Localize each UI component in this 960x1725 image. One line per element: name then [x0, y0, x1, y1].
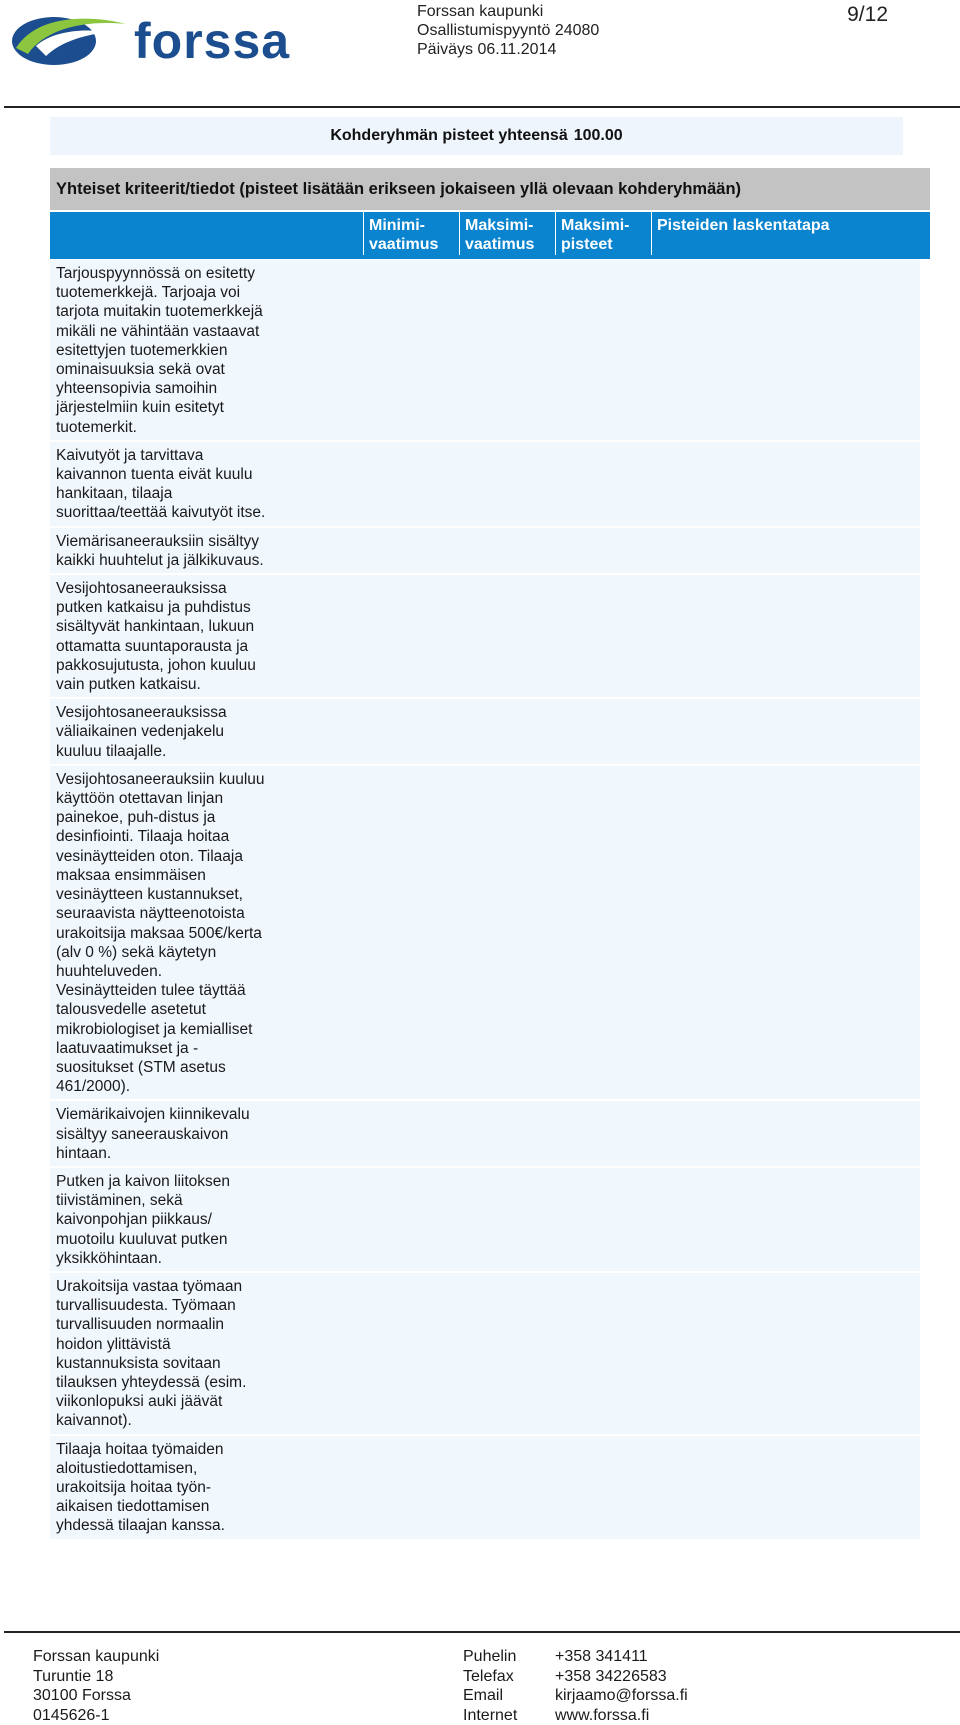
column-header-max-points: Maksimi- pisteet: [555, 212, 651, 255]
footer-address: [33, 1647, 159, 1725]
table-row: [50, 575, 920, 699]
page-number: 9/12: [847, 3, 888, 27]
footer-web: www.forssa.fi: [555, 1707, 649, 1724]
table-row: [50, 699, 920, 766]
svg-text:forssa: forssa: [134, 13, 290, 69]
forssa-logo: [6, 6, 296, 70]
criterion-text: Urakoitsija vastaa työmaan turvallisuudesta. Työmaan turvallisuuden normaalin hoidon ylittävistä kustannuksista sovitaan tilauksen yhteydessä (esim. viikonlopuksi auki jäävät kaivannot).: [56, 1277, 346, 1431]
criterion-text: Tarjouspyynnössä on esitetty tuotemerkkejä. Tarjoaja voi tarjota muitakin tuotemerkkejä mikäli ne vähintään vastaavat esitettyjen tuotemerkkien ominaisuuksia sekä ovat yhteensopivia samoihin järjestelmiin kuin esitetyt tuotemerkit.: [56, 264, 346, 437]
section-title: Yhteiset kriteerit/tiedot (pisteet lisätään erikseen jokaiseen yllä olevaan kohderyhmään): [50, 168, 930, 210]
footer-org: Forssan kaupunki: [33, 1647, 159, 1667]
group-total-row: [50, 117, 903, 155]
footer-fax-label: Telefax: [463, 1667, 555, 1687]
criterion-text: Viemärikaivojen kiinnikevalu sisältyy saneerauskaivon hintaan.: [56, 1105, 346, 1163]
table-row: [50, 1168, 920, 1273]
footer-phone: +358 341411: [555, 1648, 648, 1665]
column-header-scoring-method: Pisteiden laskentatapa: [651, 212, 930, 255]
criterion-text: Vesijohtosaneerauksissa putken katkaisu ja puhdistus sisältyvät hankintaan, lukuun ottamatta suuntaporausta ja pakkosujutusta, johon kuuluu vain putken katkaisu.: [56, 579, 346, 694]
table-row: [50, 528, 920, 575]
criterion-text: Vesijohtosaneerauksissa väliaikainen vedenjakelu kuuluu tilaajalle.: [56, 703, 346, 761]
header-request: Osallistumispyyntö 24080: [417, 21, 599, 40]
footer-email-label: Email: [463, 1686, 555, 1706]
criterion-text: Viemärisaneerauksiin sisältyy kaikki huuhtelut ja jälkikuvaus.: [56, 532, 346, 570]
table-row: [50, 1273, 920, 1436]
footer-contacts: [463, 1647, 688, 1725]
footer-email: kirjaamo@forssa.fi: [555, 1687, 688, 1704]
footer-city: 30100 Forssa: [33, 1686, 159, 1706]
table-row: [50, 1436, 920, 1541]
group-total-label: Kohderyhmän pisteet yhteensä: [330, 127, 567, 144]
table-row: [50, 1101, 920, 1168]
header-info: [417, 2, 599, 59]
footer-business-id: 0145626-1: [33, 1706, 159, 1725]
criterion-text: Kaivutyöt ja tarvittava kaivannon tuenta eivät kuulu hankitaan, tilaaja suorittaa/teettää kaivutyöt itse.: [56, 446, 346, 523]
table-row: [50, 766, 920, 1101]
criteria-table-body: [50, 260, 920, 1541]
header-date: Päiväys 06.11.2014: [417, 40, 599, 59]
table-row: [50, 442, 920, 528]
column-header-max-requirement: Maksimi- vaatimus: [459, 212, 555, 255]
criterion-text: Vesijohtosaneerauksiin kuuluu käyttöön otettavan linjan painekoe, puh-distus ja desinfiointi. Tilaaja hoitaa vesinäytteiden oton. Tilaaja maksaa ensimmäisen vesinäytteen kustannukset, seuraavista näytteenotoista urakoitsija maksaa 500€/kerta (alv 0 %) sekä käytetyn huuhteluveden. Vesinäytteiden tulee täyttää talousvedelle asetetut mikrobiologiset ja kemialliset laatuvaatimukset ja - suositukset (STM asetus 461/2000).: [56, 770, 346, 1096]
criterion-text: Tilaaja hoitaa työmaiden aloitustiedottamisen, urakoitsija hoitaa työn- aikaisen tiedottamisen yhdessä tilaajan kanssa.: [56, 1440, 346, 1536]
table-row: [50, 260, 920, 442]
criterion-text: Putken ja kaivon liitoksen tiivistäminen, sekä kaivonpohjan piikkaus/ muotoilu kuuluvat putken yksikköhintaan.: [56, 1172, 346, 1268]
group-total-value: 100.00: [574, 127, 623, 144]
table-header: [50, 212, 930, 259]
footer-web-label: Internet: [463, 1706, 555, 1725]
header-org: Forssan kaupunki: [417, 2, 599, 21]
footer-divider: [4, 1631, 960, 1633]
header-divider: [4, 106, 960, 108]
footer-fax: +358 34226583: [555, 1668, 667, 1685]
column-header-min-requirement: Minimi- vaatimus: [363, 212, 459, 255]
footer-phone-label: Puhelin: [463, 1647, 555, 1667]
footer-street: Turuntie 18: [33, 1667, 159, 1687]
